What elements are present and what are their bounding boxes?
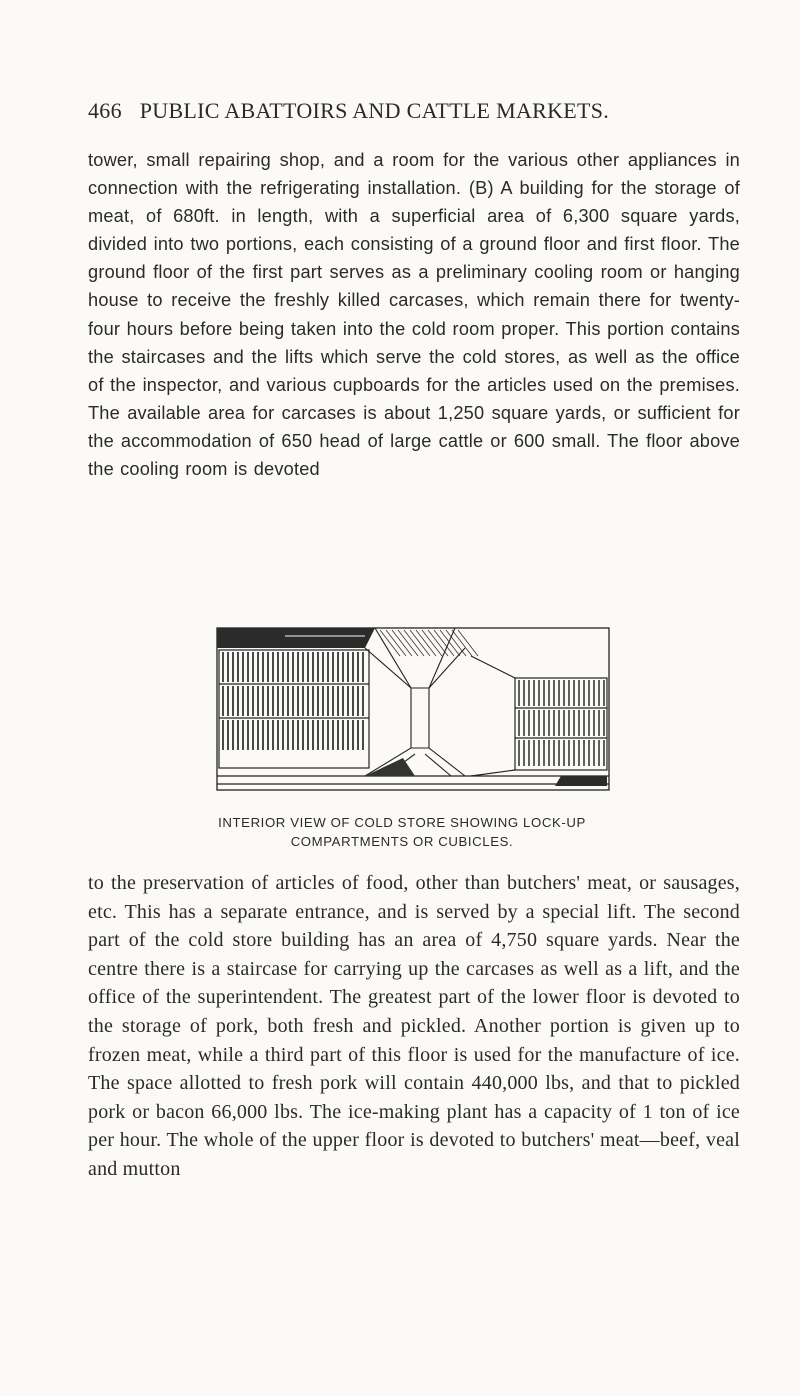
cold-store-illustration: [215, 626, 611, 794]
page-number: 466: [88, 98, 122, 123]
running-header: [88, 98, 748, 124]
running-title: PUBLIC ABATTOIRS AND CATTLE MARKETS.: [139, 98, 610, 123]
paragraph-1: tower, small repairing shop, and a room for the various other appliances in connection with the refrigerating installation. (B) A building for the storage of meat, of 680ft. in length, with a superficial area of 6,300 square yards, divided into two portions, each consisting of a ground floor and first floor. The ground floor of the first part serves as a preliminary cooling room or hanging house to receive the freshly killed carcases, which remain there for twenty-four hours before being taken into the cold room proper. This portion contains the staircases and the lifts which serve the cold stores, as well as the office of the inspector, and various cupboards for the articles used on the premises. The available area for carcases is about 1,250 square yards, or sufficient for the accommodation of 650 head of large cattle or 600 small. The floor above the cooling room is devoted: [88, 150, 740, 480]
figure-caption: INTERIOR VIEW OF COLD STORE SHOWING LOCK-UP COMPARTMENTS OR CUBICLES.: [218, 815, 586, 849]
paragraph-2: to the preservation of articles of food, other than butchers' meat, or sausages, etc. This has a separate entrance, and is served by a special lift. The second part of the cold store building has an area of 4,750 square yards. Near the centre there is a staircase for carrying up the carcases as well as a lift, and the office of the superintendent. The greatest part of the lower floor is devoted to the storage of pork, both fresh and pickled. Another portion is given up to frozen meat, while a third part of this floor is used for the manufacture of ice. The space allotted to fresh pork will contain 440,000 lbs, and that to pickled pork or bacon 66,000 lbs. The ice-making plant has a capacity of 1 ton of ice per hour. The whole of the upper floor is devoted to butchers' meat—beef, veal and mutton: [88, 872, 740, 1180]
